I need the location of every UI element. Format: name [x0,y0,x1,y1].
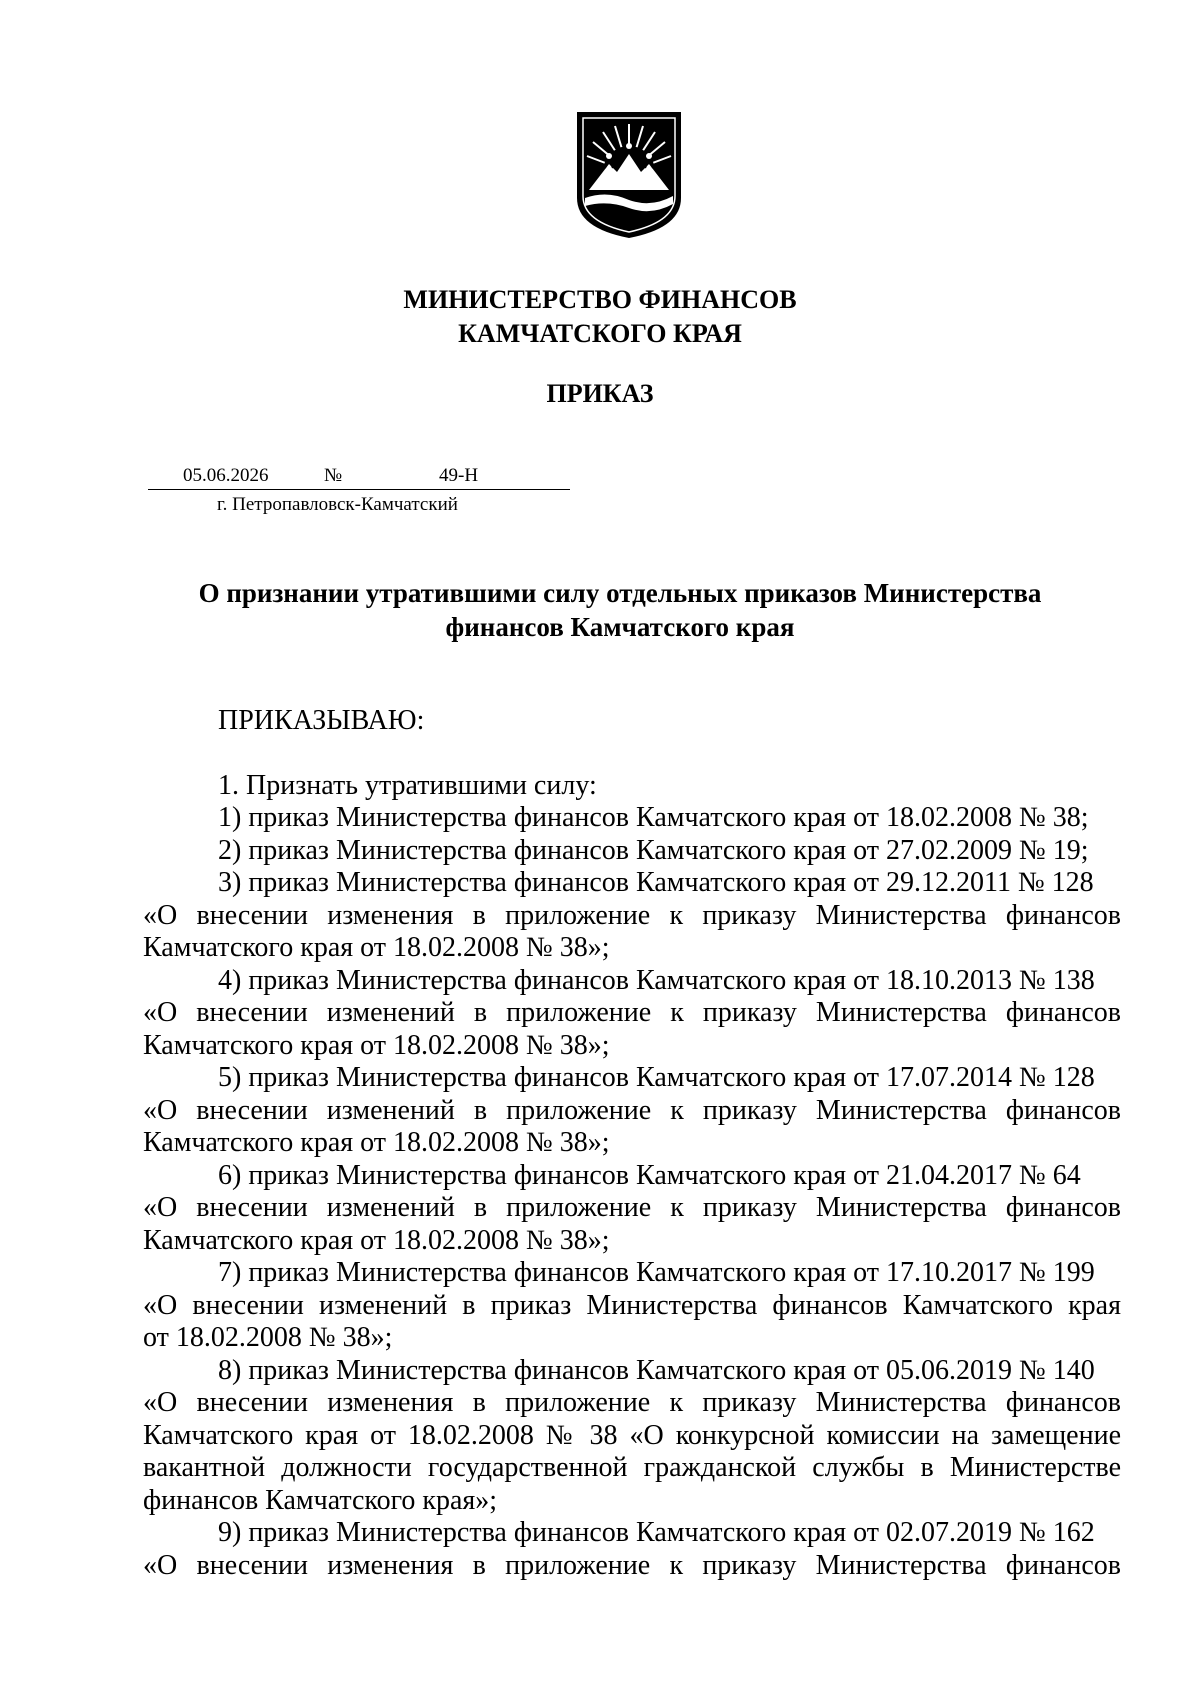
ministry-name-line1: МИНИСТЕРСТВО ФИНАНСОВ [403,285,797,314]
paragraph-line: финансов Камчатского края»; [143,1485,498,1516]
paragraph-line: Камчатского края от 18.02.2008 № 38»; [143,932,610,963]
order-word: ПРИКАЗЫВАЮ: [218,705,425,736]
paragraph-line: 2) приказ Министерства финансов Камчатского края от 27.02.2009 № 19; [218,835,1089,866]
paragraph-line: «О внесении изменения в приложение к приказу Министерства финансов [143,1387,1121,1418]
paragraph-line: вакантной должности государственной гражданской службы в Министерстве [143,1452,1121,1483]
paragraph-line: «О внесении изменений в приложение к приказу Министерства финансов [143,1095,1121,1126]
paragraph-line: 5) приказ Министерства финансов Камчатского края от 17.07.2014 № 128 [218,1062,1095,1093]
paragraph-line: от 18.02.2008 № 38»; [143,1322,393,1353]
paragraph-line: «О внесении изменений в приложение к приказу Министерства финансов [143,997,1121,1028]
paragraph-line: Камчатского края от 18.02.2008 № 38 «О конкурсной комиссии на замещение [143,1420,1121,1451]
paragraph-line: «О внесении изменений в приказ Министерства финансов Камчатского края [143,1290,1121,1321]
document-type: ПРИКАЗ [546,379,654,408]
paragraph-line: «О внесении изменения в приложение к приказу Министерства финансов [143,900,1121,931]
city: г. Петропавловск-Камчатский [217,494,458,515]
number-sign: № [324,465,343,486]
ministry-name-line2: КАМЧАТСКОГО КРАЯ [458,319,742,348]
registration-line [148,463,570,490]
paragraph-line: 8) приказ Министерства финансов Камчатского края от 05.06.2019 № 140 [218,1355,1095,1386]
paragraph-line: 9) приказ Министерства финансов Камчатского края от 02.07.2019 № 162 [218,1517,1095,1548]
paragraph-line: 6) приказ Министерства финансов Камчатского края от 21.04.2017 № 64 [218,1160,1081,1191]
paragraph-line: 4) приказ Министерства финансов Камчатского края от 18.10.2013 № 138 [218,965,1095,996]
document-subject-line2: финансов Камчатского края [445,612,795,642]
paragraph-line: Камчатского края от 18.02.2008 № 38»; [143,1127,610,1158]
paragraph-line: 7) приказ Министерства финансов Камчатского края от 17.10.2017 № 199 [218,1257,1095,1288]
coat-of-arms-icon [575,110,683,240]
paragraph-line: «О внесении изменений в приложение к приказу Министерства финансов [143,1192,1121,1223]
paragraph-line: 1) приказ Министерства финансов Камчатского края от 18.02.2008 № 38; [218,802,1089,833]
document-number: 49-Н [439,465,479,486]
document-date: 05.06.2026 [183,465,269,486]
paragraph-line: Камчатского края от 18.02.2008 № 38»; [143,1225,610,1256]
paragraph-line: «О внесении изменения в приложение к приказу Министерства финансов [143,1550,1121,1581]
document-subject-line1: О признании утратившими силу отдельных приказов Министерства [198,578,1042,608]
paragraph-line: 1. Признать утратившими силу: [218,770,597,801]
paragraph-line: Камчатского края от 18.02.2008 № 38»; [143,1030,610,1061]
paragraph-line: 3) приказ Министерства финансов Камчатского края от 29.12.2011 № 128 [218,867,1094,898]
